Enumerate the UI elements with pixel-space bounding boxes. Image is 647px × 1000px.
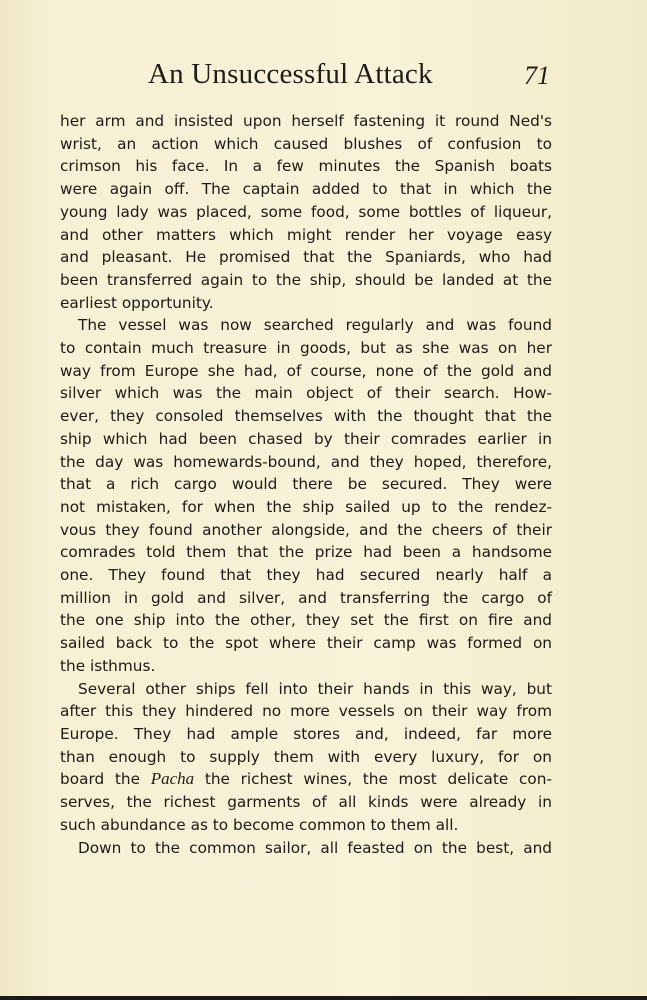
text-line: Europe. They had ample stores and, indeed, far more [60, 724, 552, 743]
paragraph [60, 314, 552, 677]
text-line: the day was homewards-bound, and they hoped, therefore, [60, 452, 552, 471]
text-line: such abundance as to become common to them all. [60, 815, 459, 834]
text-line: earliest opportunity. [60, 293, 214, 312]
text-fragment: board the [60, 770, 151, 789]
text-line: than enough to supply them with every luxury, for on [60, 747, 552, 766]
text-line: to contain much treasure in goods, but as she was on her [60, 339, 552, 358]
text-line: not mistaken, for when the ship sailed up to the rendez- [60, 497, 552, 516]
text-line: ever, they consoled themselves with the thought that the [60, 407, 552, 426]
ship-name: Pacha [150, 769, 195, 789]
text-line: ship which had been chased by their comrades earlier in [60, 429, 552, 448]
text-line: silver which was the main object of their search. How- [60, 384, 552, 403]
text-line: sailed back to the spot where their camp was formed on [60, 634, 552, 653]
text-line: been transferred again to the ship, should be landed at the [60, 270, 552, 289]
page-bottom-edge [0, 996, 647, 1000]
paragraph [60, 837, 552, 860]
text-line: serves, the richest garments of all kinds were already in [60, 793, 552, 812]
page-header [60, 58, 550, 98]
text-line: wrist, an action which caused blushes of confusion to [60, 134, 552, 153]
text-line: million in gold and silver, and transferring the cargo of [60, 588, 552, 607]
text-line: after this they hindered no more vessels on their way from [60, 702, 552, 721]
text-line: young lady was placed, some food, some bottles of liqueur, [60, 202, 552, 221]
paragraph-continued [60, 110, 552, 314]
text-line: vous they found another alongside, and the cheers of their [60, 520, 552, 539]
text-line: the isthmus. [60, 656, 156, 675]
text-line: way from Europe she had, of course, none of the gold and [60, 361, 552, 380]
text-line: one. They found that they had secured nearly half a [60, 566, 552, 585]
text-line: that a rich cargo would there be secured. They were [60, 475, 552, 494]
text-line: her arm and insisted upon herself fastening it round Ned's [60, 112, 552, 130]
text-line: comrades told them that the prize had been a handsome [60, 543, 552, 562]
paragraph [60, 678, 552, 837]
text-line-with-ship-name [60, 768, 552, 791]
text-line: were again off. The captain added to that in which the [60, 180, 552, 199]
text-line: The vessel was now searched regularly and was found [78, 316, 552, 335]
text-line: crimson his face. In a few minutes the Spanish boats [60, 157, 552, 176]
text-fragment: the richest wines, the most delicate con- [194, 770, 552, 789]
page-number: 71 [524, 61, 550, 90]
text-line: the one ship into the other, they set the first on fire and [60, 611, 552, 630]
text-line: and other matters which might render her voyage easy [60, 225, 552, 244]
running-title: An Unsuccessful Attack [148, 58, 433, 90]
text-line: and pleasant. He promised that the Spaniards, who had [60, 248, 552, 267]
text-line: Down to the common sailor, all feasted on the best, and [78, 838, 552, 857]
body-text [60, 110, 552, 859]
text-line: Several other ships fell into their hands in this way, but [78, 679, 552, 698]
